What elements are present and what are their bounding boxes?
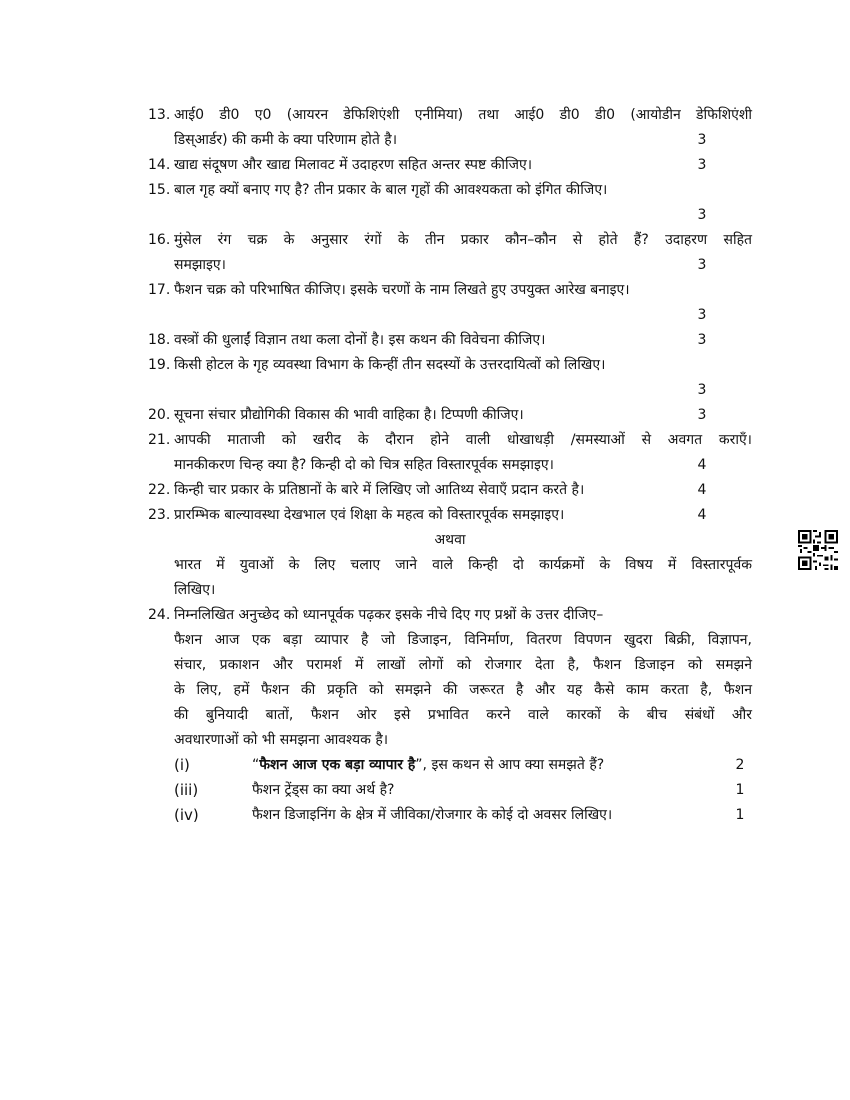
question-text: प्रारम्भिक बाल्यावस्था देखभाल एवं शिक्षा के महत्व को विस्तारपूर्वक समझाइए। xyxy=(174,507,565,523)
question-text: किन्ही चार प्रकार के प्रतिष्ठानों के बारे में लिखिए जो आतिथ्य सेवाएँ प्रदान करते है। xyxy=(174,482,585,498)
question-text: समझाइए। xyxy=(174,257,226,273)
question-19 xyxy=(148,353,752,403)
passage-line: के लिए, हमें फैशन की प्रकृति को समझने की जरूरत है और यह कैसे काम करता है, फैशन xyxy=(174,682,752,698)
question-text: वस्त्रों की धुलाईं विज्ञान तथा कला दोनों है। इस कथन की विवेचना कीजिए। xyxy=(174,332,546,348)
question-marks: 3 xyxy=(697,382,707,398)
question-number: 24. xyxy=(148,607,171,623)
or-question-line: भारत में युवाओं के लिए चलाए जाने वाले किन्ही दो कार्यक्रमों के विषय में विस्तारपूर्वक xyxy=(174,557,752,573)
question-number: 22. xyxy=(148,482,171,498)
question-text: डिस्आर्डर) की कमी के क्या परिणाम होते है। xyxy=(174,132,398,148)
question-text: मुंसेल रंग चक्र के अनुसार रंगों के तीन प्रकार कौन–कौन से होते हैं? उदाहरण सहित xyxy=(174,232,752,248)
question-marks: 3 xyxy=(697,132,707,148)
sub-question-marks: 2 xyxy=(735,757,745,773)
sub-question-number: (iv) xyxy=(174,806,199,824)
question-number: 13. xyxy=(148,107,171,123)
question-text: आई0 डी0 ए0 (आयरन डेफिशिएंशी एनीमिया) तथा आई0 डी0 डी0 (आयोडीन डेफिशिएंशी xyxy=(174,107,752,123)
question-15 xyxy=(148,178,752,228)
question-14 xyxy=(148,153,752,178)
question-text: सूचना संचार प्रौद्योगिकी विकास की भावी वाहिका है। टिप्पणी कीजिए। xyxy=(174,407,524,423)
quoted-statement: फैशन आज एक बड़ा व्यापार है xyxy=(259,757,416,773)
question-text: किसी होटल के गृह व्यवस्था विभाग के किन्हीं तीन सदस्यों के उत्तरदायित्वों को लिखिए। xyxy=(174,357,606,373)
question-24 xyxy=(148,603,752,628)
question-number: 17. xyxy=(148,282,171,298)
or-question-text xyxy=(174,553,752,603)
passage xyxy=(174,628,752,753)
quote-open: “ xyxy=(252,757,260,773)
question-number: 15. xyxy=(148,182,171,198)
question-text: निम्नलिखित अनुच्छेद को ध्यानपूर्वक पढ़कर इसके नीचे दिए गए प्रश्नों के उत्तर दीजिए– xyxy=(174,607,604,623)
passage-line: की बुनियादी बातों, फैशन ओर इसे प्रभावित करने वाले कारकों के बीच संबंधों और xyxy=(174,707,752,723)
question-text: मानकीकरण चिन्ह क्या है? किन्ही दो को चित्र सहित विस्तारपूर्वक समझाइए। xyxy=(174,457,554,473)
question-22 xyxy=(148,478,752,503)
question-23 xyxy=(148,503,752,528)
question-text: आपकी माताजी को खरीद के दौरान होने वाली धोखाधड़ी /समस्याओं से अवगत कराएँ। xyxy=(174,432,752,448)
question-number: 23. xyxy=(148,507,171,523)
qr-code-icon xyxy=(798,530,838,570)
question-marks: 4 xyxy=(697,482,707,498)
question-marks: 3 xyxy=(697,157,707,173)
passage-line: संचार, प्रकाशन और परामर्श में लाखों लोगों को रोजगार देता है, फैशन डिजाइन को समझने xyxy=(174,657,752,673)
question-16 xyxy=(148,228,752,278)
question-18 xyxy=(148,328,752,353)
question-13 xyxy=(148,103,752,153)
question-marks: 3 xyxy=(697,332,707,348)
question-number: 16. xyxy=(148,232,171,248)
question-number: 14. xyxy=(148,157,171,173)
question-number: 18. xyxy=(148,332,171,348)
passage-line: अवधारणाओं को भी समझना आवश्यक है। xyxy=(174,732,389,748)
question-20 xyxy=(148,403,752,428)
question-number: 19. xyxy=(148,357,171,373)
question-21 xyxy=(148,428,752,478)
sub-question-rest: ”, इस कथन से आप क्या समझते हैं? xyxy=(415,757,605,773)
question-marks: 3 xyxy=(697,407,707,423)
sub-question-marks: 1 xyxy=(735,807,745,823)
question-text: फैशन चक्र को परिभाषित कीजिए। इसके चरणों के नाम लिखते हुए उपयुक्त आरेख बनाइए। xyxy=(174,282,630,298)
sub-question-iv xyxy=(174,803,752,828)
question-marks: 3 xyxy=(697,307,707,323)
sub-question-number: (iii) xyxy=(174,781,199,799)
passage-line: फैशन आज एक बड़ा व्यापार है जो डिजाइन, विनिर्माण, वितरण विपणन खुदरा बिक्री, विज्ञापन, xyxy=(174,632,752,648)
sub-question-text: फैशन डिजाइनिंग के क्षेत्र में जीविका/रोजगार के कोई दो अवसर लिखिए। xyxy=(252,807,613,823)
question-marks: 4 xyxy=(697,457,707,473)
question-text: बाल गृह क्यों बनाए गए है? तीन प्रकार के बाल गृहों की आवश्यकता को इंगित कीजिए। xyxy=(174,182,608,198)
question-marks: 3 xyxy=(697,207,707,223)
or-question-line: लिखिए। xyxy=(174,582,216,598)
question-text: खाद्य संदूषण और खाद्य मिलावट में उदाहरण सहित अन्तर स्पष्ट कीजिए। xyxy=(174,157,533,173)
sub-question-number: (i) xyxy=(174,756,190,774)
sub-question-i xyxy=(174,753,752,778)
question-number: 20. xyxy=(148,407,171,423)
question-marks: 3 xyxy=(697,257,707,273)
question-marks: 4 xyxy=(697,507,707,523)
question-17 xyxy=(148,278,752,328)
sub-question-text: फैशन ट्रेंड्स का क्या अर्थ है? xyxy=(252,782,395,798)
or-label: अथवा xyxy=(434,532,466,548)
question-number: 21. xyxy=(148,432,171,448)
sub-question-text xyxy=(252,753,604,778)
sub-question-marks: 1 xyxy=(735,782,745,798)
sub-question-iii xyxy=(174,778,752,803)
